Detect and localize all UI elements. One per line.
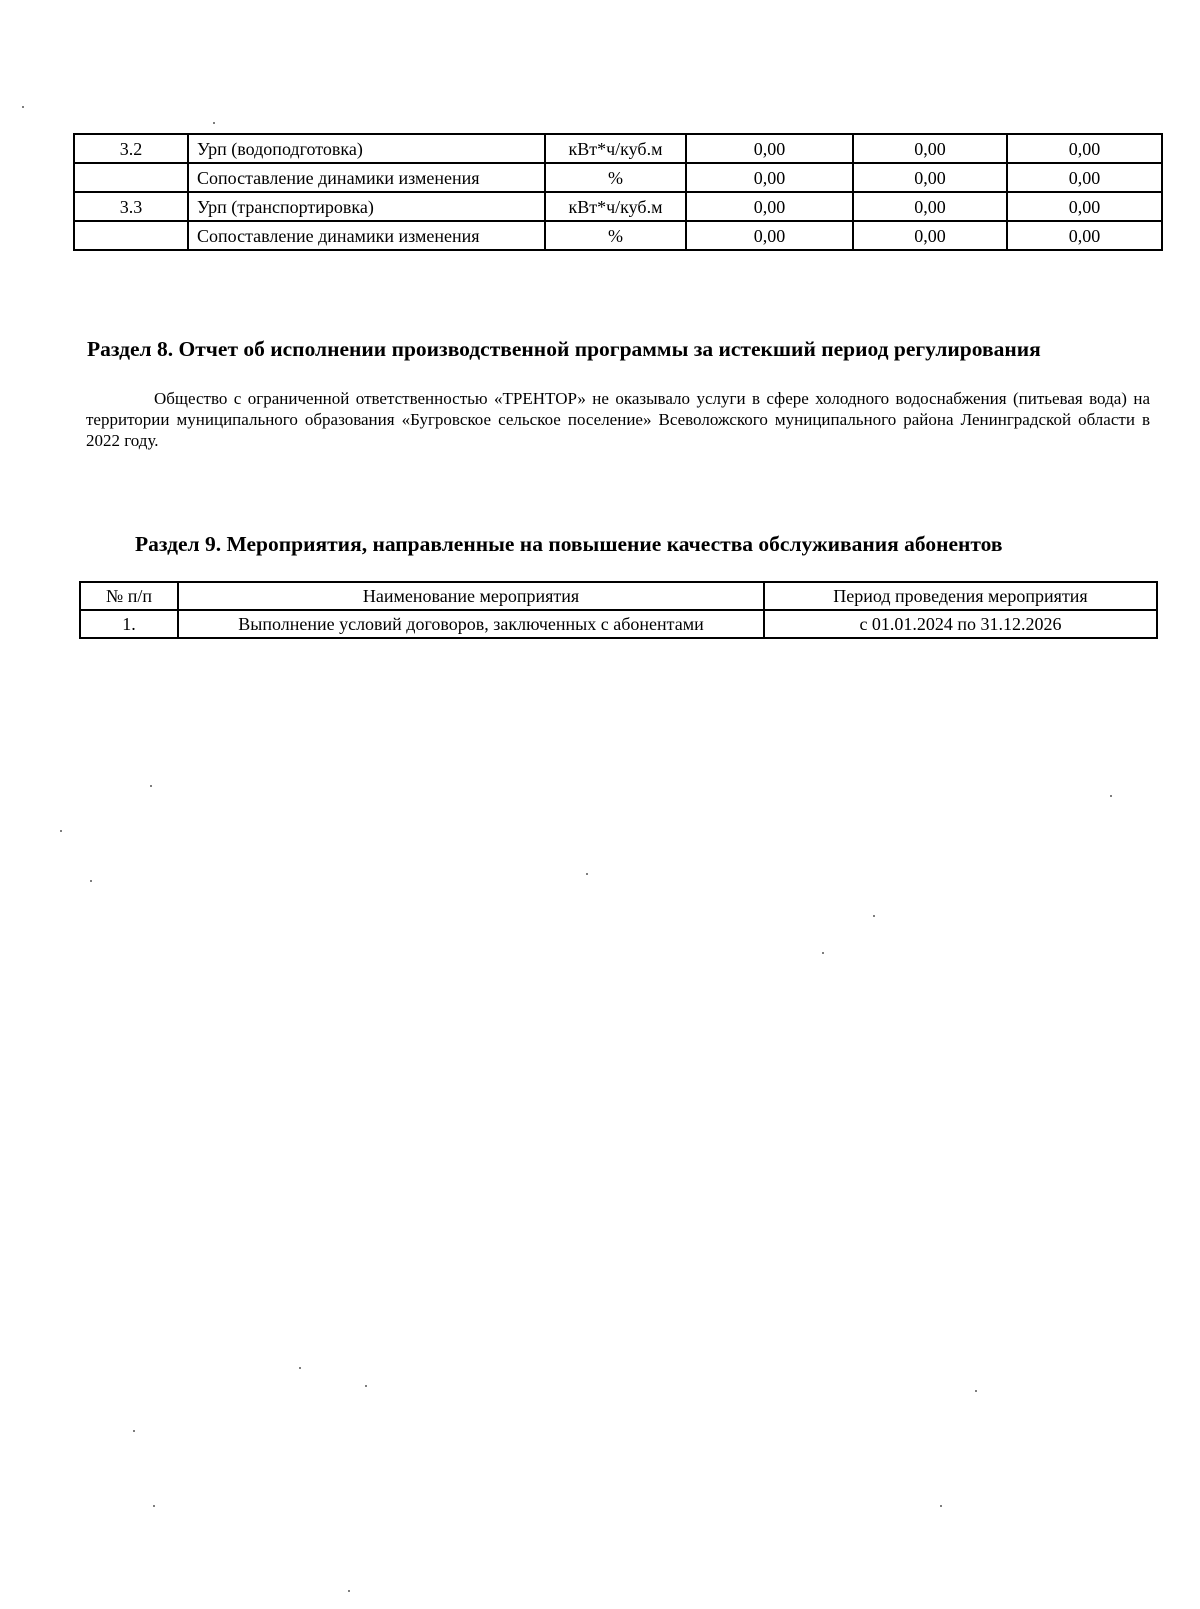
row-number [74, 221, 188, 250]
table-row [74, 134, 1162, 163]
column-header-period: Период проведения мероприятия [764, 582, 1157, 610]
table-header-row [80, 582, 1157, 610]
column-header-name: Наименование мероприятия [178, 582, 764, 610]
scan-speck [940, 1505, 942, 1507]
value-cell: 0,00 [686, 134, 853, 163]
scan-speck [150, 785, 152, 787]
value-cell: 0,00 [853, 192, 1007, 221]
value-cell: 0,00 [686, 163, 853, 192]
indicator-table [73, 133, 1163, 251]
scan-speck [586, 873, 588, 875]
scan-speck [153, 1505, 155, 1507]
measure-name: Выполнение условий договоров, заключенных с абонентами [178, 610, 764, 638]
indicator-name: Сопоставление динамики изменения [188, 221, 545, 250]
row-number: 1. [80, 610, 178, 638]
measure-period: с 01.01.2024 по 31.12.2026 [764, 610, 1157, 638]
row-number: 3.2 [74, 134, 188, 163]
table-row [74, 192, 1162, 221]
scan-speck [60, 830, 62, 832]
value-cell: 0,00 [853, 221, 1007, 250]
scan-speck [133, 1430, 135, 1432]
indicator-name: Урп (транспортировка) [188, 192, 545, 221]
value-cell: 0,00 [686, 192, 853, 221]
column-header-number: № п/п [80, 582, 178, 610]
row-number: 3.3 [74, 192, 188, 221]
scan-speck [348, 1590, 350, 1592]
scan-speck [22, 106, 24, 108]
indicator-name: Урп (водоподготовка) [188, 134, 545, 163]
unit-cell: % [545, 163, 686, 192]
indicator-name: Сопоставление динамики изменения [188, 163, 545, 192]
measures-table [79, 581, 1158, 639]
unit-cell: кВт*ч/куб.м [545, 134, 686, 163]
row-number [74, 163, 188, 192]
unit-cell: % [545, 221, 686, 250]
table-row [74, 163, 1162, 192]
section-8-paragraph: Общество с ограниченной ответственностью «ТРЕНТОР» не оказывало услуги в сфере холодного водоснабжения (питьевая вода) на территории муниципального образования «Бугровское сельское поселение» Всеволожского муниципального района Ленинградской области в 2022 году. [86, 389, 1150, 450]
value-cell: 0,00 [1007, 134, 1162, 163]
section-8-heading: Раздел 8. Отчет об исполнении производственной программы за истекший период регулирования [87, 337, 1041, 361]
scan-speck [299, 1367, 301, 1369]
scan-speck [873, 915, 875, 917]
table-row [74, 221, 1162, 250]
scan-speck [213, 122, 215, 124]
scan-speck [1110, 795, 1112, 797]
value-cell: 0,00 [853, 163, 1007, 192]
table-row [80, 610, 1157, 638]
section-9-heading: Раздел 9. Мероприятия, направленные на повышение качества обслуживания абонентов [135, 532, 1003, 556]
unit-cell: кВт*ч/куб.м [545, 192, 686, 221]
value-cell: 0,00 [1007, 221, 1162, 250]
value-cell: 0,00 [686, 221, 853, 250]
scan-speck [365, 1385, 367, 1387]
value-cell: 0,00 [1007, 163, 1162, 192]
value-cell: 0,00 [853, 134, 1007, 163]
scan-speck [975, 1390, 977, 1392]
scan-speck [822, 952, 824, 954]
value-cell: 0,00 [1007, 192, 1162, 221]
scan-speck [90, 880, 92, 882]
